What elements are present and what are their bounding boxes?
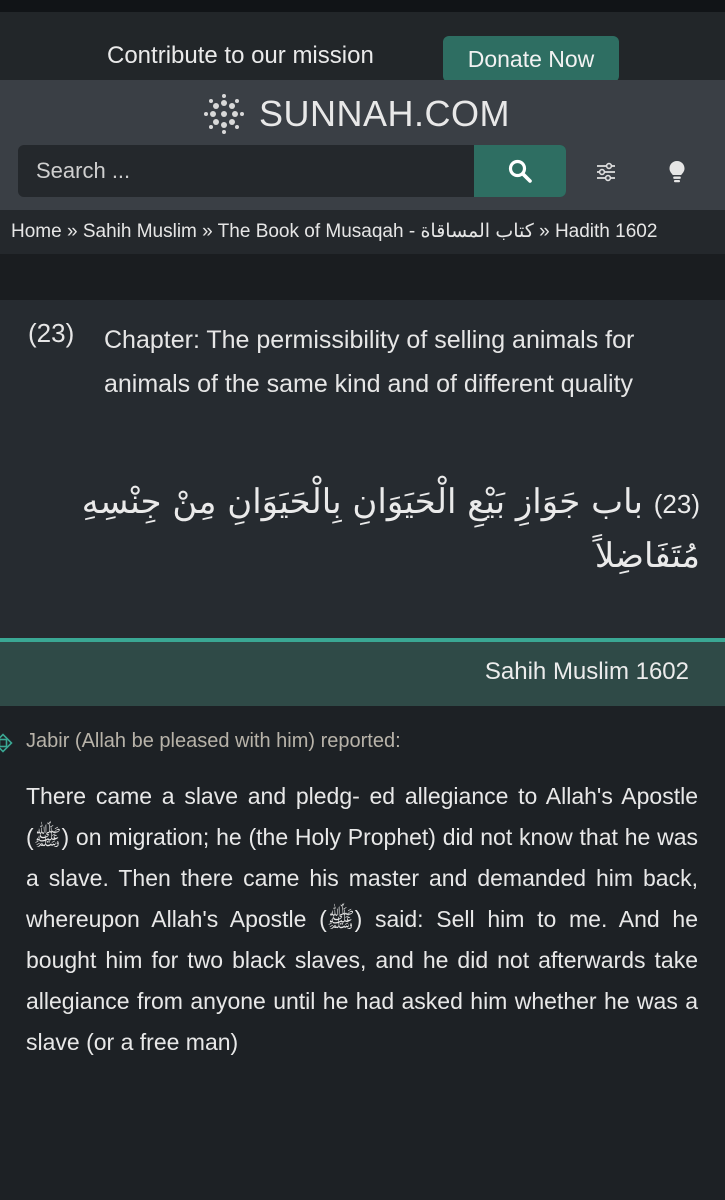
breadcrumb-current: Hadith 1602 [554, 221, 658, 242]
search-button[interactable] [474, 145, 566, 197]
search-bar [18, 145, 566, 197]
chapter-number-arabic: (23) [653, 489, 700, 519]
status-strip [0, 0, 725, 12]
hadith-reference-bar [0, 642, 725, 706]
breadcrumb-separator: » [202, 221, 213, 242]
breadcrumb-collection[interactable]: Sahih Muslim [82, 221, 197, 242]
chapter-section [0, 300, 725, 638]
search-icon [507, 158, 533, 184]
lightbulb-icon [668, 160, 686, 184]
mission-text: Contribute to our mission [107, 42, 374, 69]
breadcrumb-separator: » [66, 221, 78, 242]
chapter-title-arabic [20, 476, 700, 582]
breadcrumb-home[interactable]: Home [11, 221, 62, 242]
breadcrumb-separator: » [539, 221, 550, 242]
search-input[interactable] [18, 145, 468, 197]
arabic-title-text: باب جَوَازِ بَيْعِ الْحَيَوَانِ بِالْحَيَوَانِ مِنْ جِنْسِهِ مُتَفَاضِلاً [81, 482, 700, 576]
chapter-number: (23) [28, 318, 75, 348]
hadith-container [0, 706, 725, 1200]
donate-button[interactable]: Donate Now [443, 36, 619, 82]
site-logo[interactable] [203, 92, 510, 136]
hadith-narrator: Jabir (Allah be pleased with him) reported: [26, 730, 401, 752]
sliders-icon [595, 161, 617, 183]
donation-banner [0, 12, 725, 80]
spacer-band [0, 254, 725, 300]
logo-text: SUNNAH.COM [259, 93, 511, 134]
breadcrumb [0, 210, 725, 254]
hadith-reference[interactable]: Sahih Muslim 1602 [484, 658, 689, 685]
breadcrumb-book[interactable]: The Book of Musaqah - كتاب المساقاة [217, 221, 534, 242]
hadith-text: There came a slave and pledg- ed allegiance to Allah's Apostle (ﷺ) on migration; he (the Holy Prophet) did not know that he was a slave. Then there came his master and demanded him back, whereupon Allah's Apostle (ﷺ) said: Sell him to me. And he bought him for two black slaves, and he did not afterwards take allegiance from anyone until he had asked him whether he was a slave (or a free man) [26, 783, 698, 1055]
search-options-button[interactable] [586, 152, 626, 192]
chapter-title: Chapter: The permissibility of selling animals for animals of the same kind and of different quality [104, 326, 635, 398]
theme-toggle-button[interactable] [657, 152, 697, 192]
narrator-icon [0, 728, 14, 758]
logo-icon [203, 93, 245, 135]
